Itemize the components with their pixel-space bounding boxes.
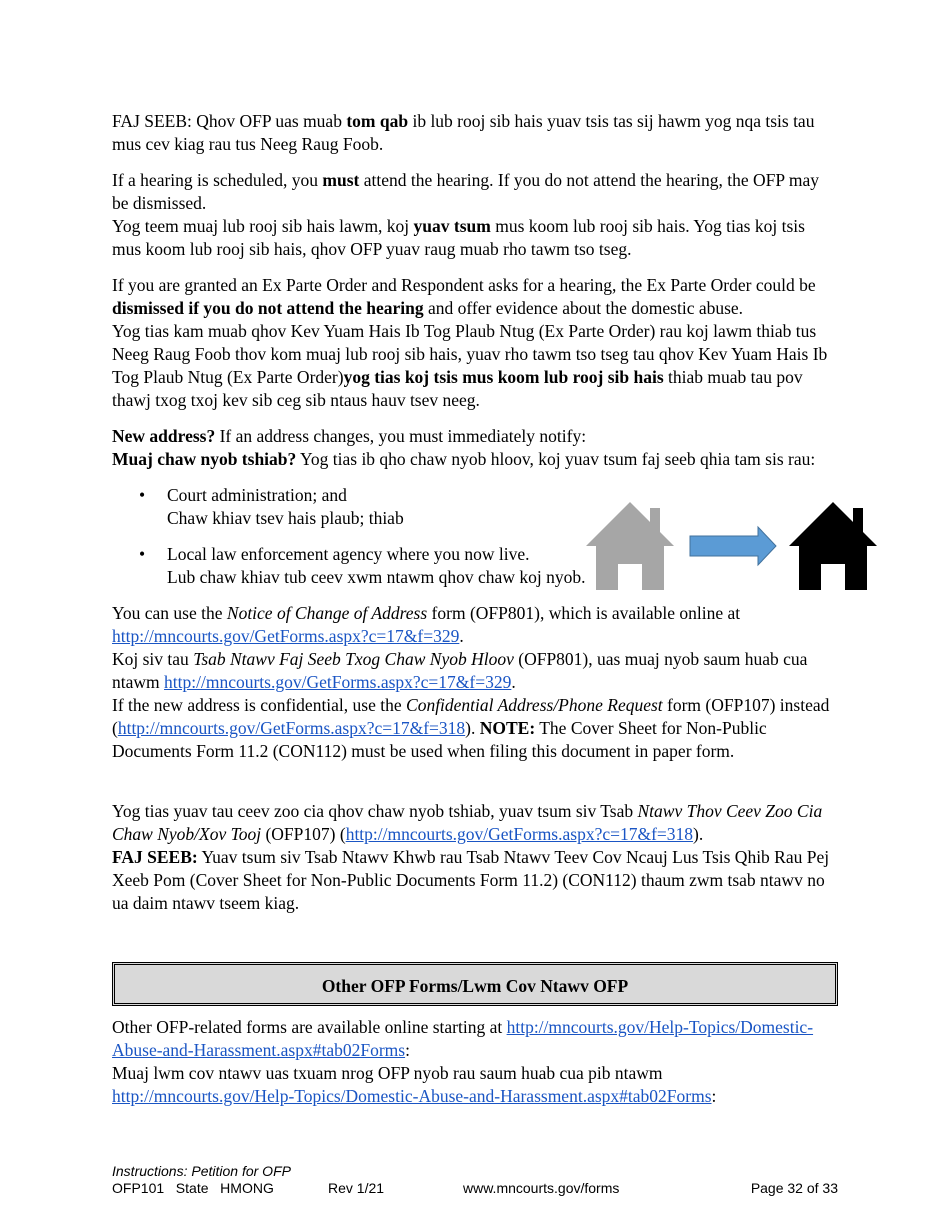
other-forms-link[interactable]: http://mncourts.gov/Help-Topics/Domestic-Abuse-and-Harassment.aspx#tab02Forms xyxy=(112,1017,814,1060)
bold-text: dismissed if you do not attend the hearing xyxy=(112,298,424,318)
text: Other OFP-related forms are available online starting at xyxy=(112,1017,507,1037)
text: Yog teem muaj lub rooj sib hais lawm, koj xyxy=(112,216,414,236)
text: . xyxy=(459,626,464,646)
text: FAJ SEEB: Qhov OFP uas muab xyxy=(112,111,347,131)
text: thiab muab tau pov thawj txog txoj kev sib ceg sib ntaus hauv tsev neeg. xyxy=(112,367,803,410)
confidential-paragraph-hm xyxy=(112,800,838,915)
other-forms-link[interactable]: http://mncourts.gov/Help-Topics/Domestic-Abuse-and-Harassment.aspx#tab02Forms xyxy=(112,1086,712,1106)
new-address-heading-hm xyxy=(112,448,838,471)
hearing-paragraph-hm xyxy=(112,215,838,261)
address-change-graphic xyxy=(586,500,878,592)
text: (OFP107) ( xyxy=(261,824,346,844)
footer-page-number: Page 32 of 33 xyxy=(750,1180,838,1196)
ofp107-link[interactable]: http://mncourts.gov/GetForms.aspx?c=17&f=318 xyxy=(345,824,694,844)
text: form (OFP801), which is available online at xyxy=(427,603,741,623)
ex-parte-paragraph-hm xyxy=(112,320,838,412)
text: mus koom lub rooj sib hais. Yog tias koj tsis mus koom lub rooj sib hais, qhov OFP yuav raug muab rho tawm tso tseg. xyxy=(112,216,805,259)
text: and offer evidence about the domestic abuse. xyxy=(423,298,744,318)
other-forms-paragraph-hm xyxy=(112,1062,838,1108)
text: Yog tias yuav tau ceev zoo cia qhov chaw nyob tshiab, yuav tsum siv Tsab xyxy=(112,801,638,821)
list-item-en: Local law enforcement agency where you now live. xyxy=(167,544,530,564)
arrow-right-icon xyxy=(690,527,776,565)
other-forms-paragraph-en xyxy=(112,1016,838,1062)
change-address-paragraph-hm xyxy=(112,648,838,694)
hearing-paragraph-en xyxy=(112,169,838,215)
document-body xyxy=(112,110,838,1108)
text: If a hearing is scheduled, you xyxy=(112,170,323,190)
house-icon xyxy=(586,502,674,590)
footer-website: www.mncourts.gov/forms xyxy=(463,1180,620,1196)
change-address-paragraph-en xyxy=(112,602,838,648)
bold-text: yog tias koj tsis mus koom lub rooj sib hais xyxy=(343,367,664,387)
italic-text: Tsab Ntawv Faj Seeb Txog Chaw Nyob Hloov xyxy=(193,649,514,669)
list-item-hm: Lub chaw khiav tub ceev xwm ntawm qhov chaw koj nyob. xyxy=(167,567,586,587)
text: . xyxy=(511,672,516,692)
text: ib lub rooj sib hais yuav tsis tas sij hawm yog nqa tsis tau mus cev kiag rau tus Neeg Raug Foob. xyxy=(112,111,815,154)
page-footer xyxy=(112,1163,838,1197)
list-item-en: Court administration; and xyxy=(167,485,347,505)
bold-text: yuav tsum xyxy=(413,216,491,236)
bold-text: NOTE: xyxy=(479,718,536,738)
ofp801-link[interactable]: http://mncourts.gov/GetForms.aspx?c=17&f=329 xyxy=(164,672,512,692)
text: Yuav tsum siv Tsab Ntawv Khwb rau Tsab Ntawv Teev Cov Ncauj Lus Tsis Qhib Rau Pej Xeeb Pom (Cover Sheet for Non-Public Documents Form 11.2) (CON112) thaum zwm tsab ntawv no ua daim ntawv tseem kiag. xyxy=(112,847,830,913)
text: form (OFP107) instead ( xyxy=(112,695,830,738)
bold-text: must xyxy=(322,170,360,190)
text: You can use the xyxy=(112,603,227,623)
italic-text: Confidential Address/Phone Request xyxy=(406,695,663,715)
text: (OFP801), uas muaj nyob saum huab cua ntawm xyxy=(112,649,808,692)
text: Muaj lwm cov ntawv uas txuam nrog OFP nyob rau saum huab cua pib ntawm xyxy=(112,1063,663,1083)
bold-text: tom qab xyxy=(346,111,409,131)
italic-text: Notice of Change of Address xyxy=(226,603,428,623)
text: : xyxy=(711,1086,717,1106)
text: If you are granted an Ex Parte Order and Respondent asks for a hearing, the Ex Parte Order could be xyxy=(112,275,816,295)
text: The Cover Sheet for Non-Public Documents Form 11.2 (CON112) must be used when filing this document in paper form. xyxy=(112,718,767,761)
text: Yog tias kam muab qhov Kev Yuam Hais Ib Tog Plaub Ntug (Ex Parte Order) rau koj lawm thiab tus Neeg Raug Foob thov kom muaj lub rooj sib hais, yuav rho tawm tso tseg tau qhov Kev Yuam Hais Ib Tog Plaub Ntug (Ex Parte Order) xyxy=(112,321,828,387)
bullet-icon: • xyxy=(139,485,146,505)
footer-revision: Rev 1/21 xyxy=(328,1180,385,1196)
footer-title: Instructions: Petition for OFP xyxy=(112,1163,291,1179)
footer-form-id: OFP101 State HMONG xyxy=(112,1180,274,1196)
text: Yog tias ib qho chaw nyob hloov, koj yuav tsum faj seeb qhia tam sis rau: xyxy=(296,449,816,469)
text: If the new address is confidential, use the xyxy=(112,695,407,715)
section-header: Other OFP Forms/Lwm Cov Ntawv OFP xyxy=(112,962,838,1006)
text: Koj siv tau xyxy=(112,649,194,669)
bullet-icon: • xyxy=(139,544,146,564)
house-icon xyxy=(789,502,877,590)
text: : xyxy=(405,1040,410,1060)
ofp801-link[interactable]: http://mncourts.gov/GetForms.aspx?c=17&f=329 xyxy=(112,626,460,646)
ex-parte-paragraph-en xyxy=(112,274,838,320)
ofp107-link[interactable]: http://mncourts.gov/GetForms.aspx?c=17&f=318 xyxy=(117,718,466,738)
list-item-hm: Chaw khiav tsev hais plaub; thiab xyxy=(167,508,404,528)
text: If an address changes, you must immediately notify: xyxy=(215,426,587,446)
new-address-heading-en xyxy=(112,425,838,448)
bold-text: New address? xyxy=(112,426,216,446)
bold-text: Muaj chaw nyob tshiab? xyxy=(112,449,297,469)
text: attend the hearing. If you do not attend the hearing, the OFP may be dismissed. xyxy=(112,170,819,213)
italic-text: Ntawv Thov Ceev Zoo Cia Chaw Nyob/Xov Tooj xyxy=(112,801,823,844)
note-paragraph xyxy=(112,110,838,156)
bold-text: FAJ SEEB: xyxy=(112,847,198,867)
text: ). xyxy=(465,718,480,738)
confidential-paragraph-en xyxy=(112,694,838,763)
text: ). xyxy=(693,824,704,844)
